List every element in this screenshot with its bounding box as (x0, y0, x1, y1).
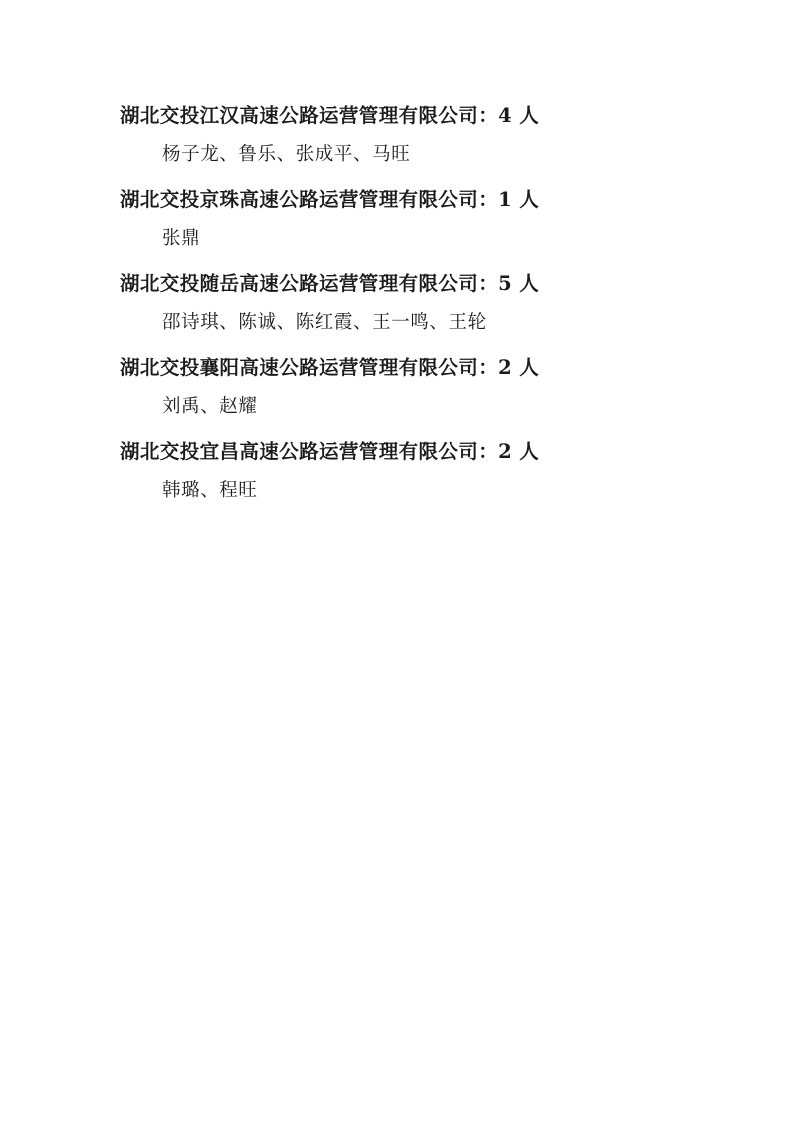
list-item (120, 348, 680, 426)
organization-heading (120, 432, 680, 472)
document-body (120, 96, 680, 510)
organization-heading (120, 348, 680, 388)
person-names: 刘禹、赵耀 (162, 396, 258, 417)
person-count: 5 人 (498, 272, 540, 295)
organization-heading (120, 96, 680, 136)
organization-name: 湖北交投随岳高速公路运营管理有限公司： (120, 272, 499, 295)
organization-name: 湖北交投宜昌高速公路运营管理有限公司： (120, 440, 499, 463)
organization-heading (120, 264, 680, 304)
person-count: 2 人 (498, 440, 540, 463)
list-item (120, 96, 680, 174)
person-count: 4 人 (498, 104, 540, 127)
person-names: 韩璐、程旺 (162, 480, 258, 501)
person-names: 张鼎 (162, 228, 201, 249)
person-names: 邵诗琪、陈诚、陈红霞、王一鸣、王轮 (162, 312, 487, 333)
person-count: 1 人 (498, 188, 540, 211)
organization-name: 湖北交投襄阳高速公路运营管理有限公司： (120, 356, 499, 379)
list-item (120, 180, 680, 258)
organization-name: 湖北交投江汉高速公路运营管理有限公司： (120, 104, 499, 127)
organization-name: 湖北交投京珠高速公路运营管理有限公司： (120, 188, 499, 211)
organization-heading (120, 180, 680, 220)
person-count: 2 人 (498, 356, 540, 379)
person-names: 杨子龙、鲁乐、张成平、马旺 (162, 144, 411, 165)
list-item (120, 264, 680, 342)
list-item (120, 432, 680, 510)
